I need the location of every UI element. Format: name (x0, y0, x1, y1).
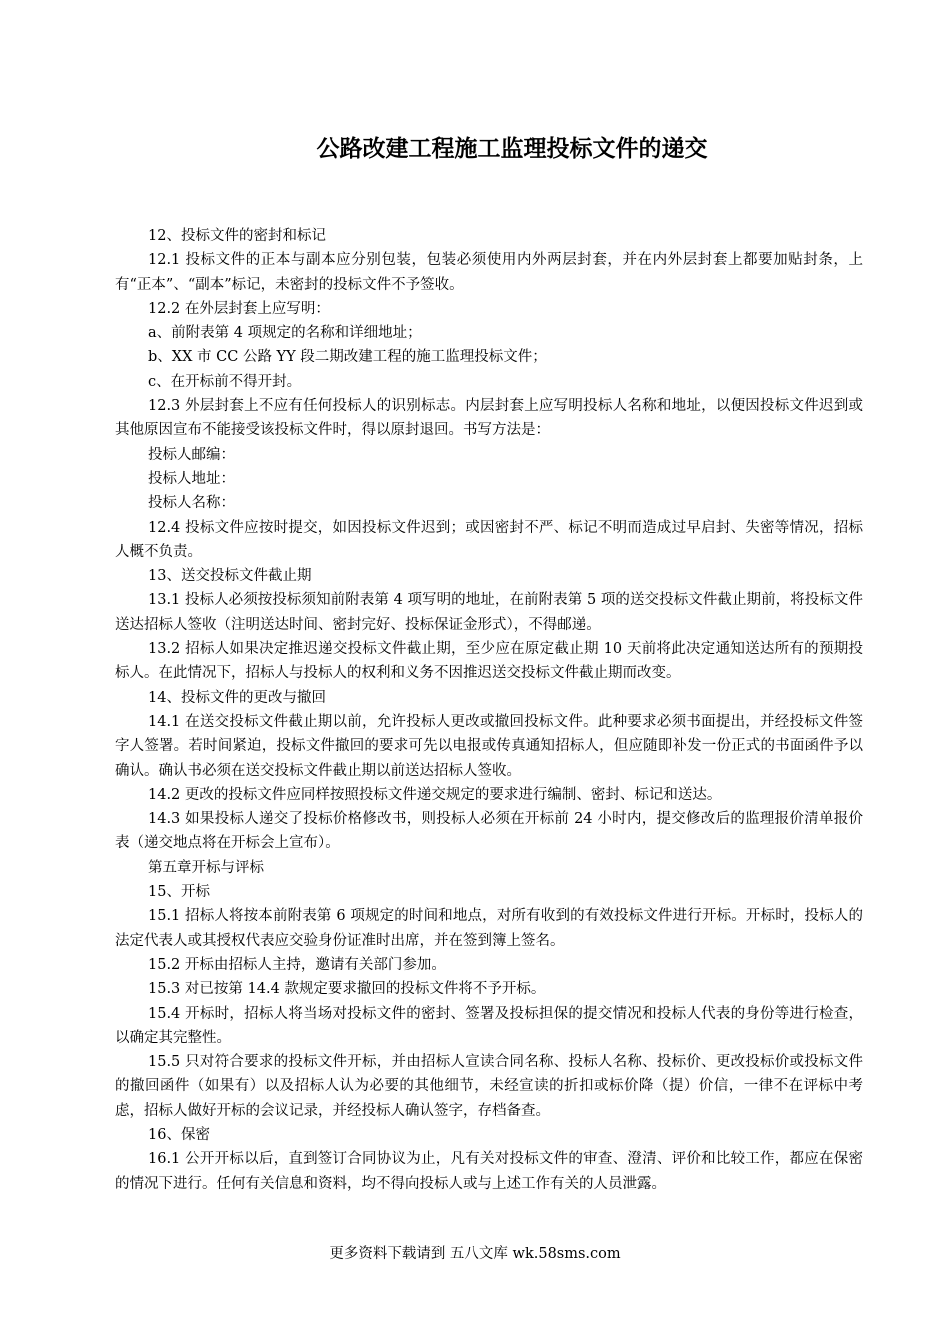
paragraph: 第五章开标与评标 (148, 859, 264, 876)
document-body (115, 224, 863, 1196)
paragraph: b、XX 市 CC 公路 YY 段二期改建工程的施工监理投标文件； (148, 349, 547, 366)
paragraph: 15、开标 (148, 884, 210, 901)
paragraph: 13.1 投标人必须按投标须知前附表第 4 项写明的地址，在前附表第 5 项的送交投标文件截止期前，将投标文件送达招标人签收（注明送达时间、密封完好、投标保证金形式），不得邮递。 (115, 592, 863, 633)
paragraph: 16、保密 (148, 1126, 210, 1143)
paragraph: c、在开标前不得开封。 (148, 373, 302, 390)
paragraph: 12.3 外层封套上不应有任何投标人的识别标志。内层封套上应写明投标人名称和地址，以便因投标文件迟到或其他原因宣布不能接受该投标文件时，得以原封退回。书写方法是： (115, 398, 863, 439)
paragraph: 15.1 招标人将按本前附表第 6 项规定的时间和地点，对所有收到的有效投标文件进行开标。开标时，投标人的法定代表人或其授权代表应交验身份证准时出席，并在签到簿上签名。 (115, 908, 863, 949)
paragraph: 12、投标文件的密封和标记 (148, 228, 326, 244)
paragraph: 14.1 在送交投标文件截止期以前，允许投标人更改或撤回投标文件。此种要求必须书面提出，并经投标文件签字人签署。若时间紧迫，投标文件撤回的要求可先以电报或传真通知招标人，但应随即补发一份正式的书面函件予以确认。确认书必须在送交投标文件截止期以前送达招标人签收。 (115, 713, 863, 779)
paragraph: a、前附表第 4 项规定的名称和详细地址； (148, 325, 422, 342)
paragraph: 14.3 如果投标人递交了投标价格修改书，则投标人必须在开标前 24 小时内，提交修改后的监理报价清单报价表（递交地点将在开标会上宣布）。 (115, 811, 863, 852)
paragraph: 12.1 投标文件的正本与副本应分别包装，包装必须使用内外两层封套，并在内外层封套上都要加贴封条，上有“正本”、“副本”标记，未密封的投标文件不予签收。 (115, 252, 863, 293)
paragraph: 投标人地址： (148, 470, 235, 487)
paragraph: 15.4 开标时，招标人将当场对投标文件的密封、签署及投标担保的提交情况和投标人代表的身份等进行检查，以确定其完整性。 (115, 1005, 863, 1046)
document-title: 公路改建工程施工监理投标文件的递交 (316, 136, 708, 162)
page-footer: 更多资料下载请到 五八文库 wk.58sms.com (329, 1246, 621, 1262)
paragraph: 14、投标文件的更改与撤回 (148, 689, 326, 706)
paragraph: 15.5 只对符合要求的投标文件开标，并由招标人宣读合同名称、投标人名称、投标价、更改投标价或投标文件的撤回函件（如果有）以及招标人认为必要的其他细节，未经宣读的折扣或标价降（提）价信，一律不在评标中考虑，招标人做好开标的会议记录，并经投标人确认签字，存档备查。 (115, 1054, 863, 1119)
paragraph: 12.2 在外层封套上应写明： (148, 300, 330, 317)
paragraph: 13.2 招标人如果决定推迟递交投标文件截止期，至少应在原定截止期 10 天前将此决定通知送达所有的预期投标人。在此情况下，招标人与投标人的权利和义务不因推迟送交投标文件截止期而改变。 (115, 641, 863, 682)
paragraph: 投标人邮编： (148, 446, 235, 463)
paragraph: 14.2 更改的投标文件应同样按照投标文件递交规定的要求进行编制、密封、标记和送达。 (148, 786, 722, 803)
paragraph: 12.4 投标文件应按时提交，如因投标文件迟到；或因密封不严、标记不明而造成过早启封、失密等情况，招标人概不负责。 (115, 519, 863, 560)
paragraph: 15.3 对已按第 14.4 款规定要求撤回的投标文件将不予开标。 (148, 981, 546, 998)
paragraph: 13、送交投标文件截止期 (148, 568, 312, 585)
paragraph: 投标人名称： (148, 495, 235, 512)
paragraph: 16.1 公开开标以后，直到签订合同协议为止，凡有关对投标文件的审查、澄清、评价和比较工作，都应在保密的情况下进行。任何有关信息和资料，均不得向投标人或与上述工作有关的人员泄露。 (115, 1151, 863, 1192)
paragraph: 15.2 开标由招标人主持，邀请有关部门参加。 (148, 956, 446, 973)
